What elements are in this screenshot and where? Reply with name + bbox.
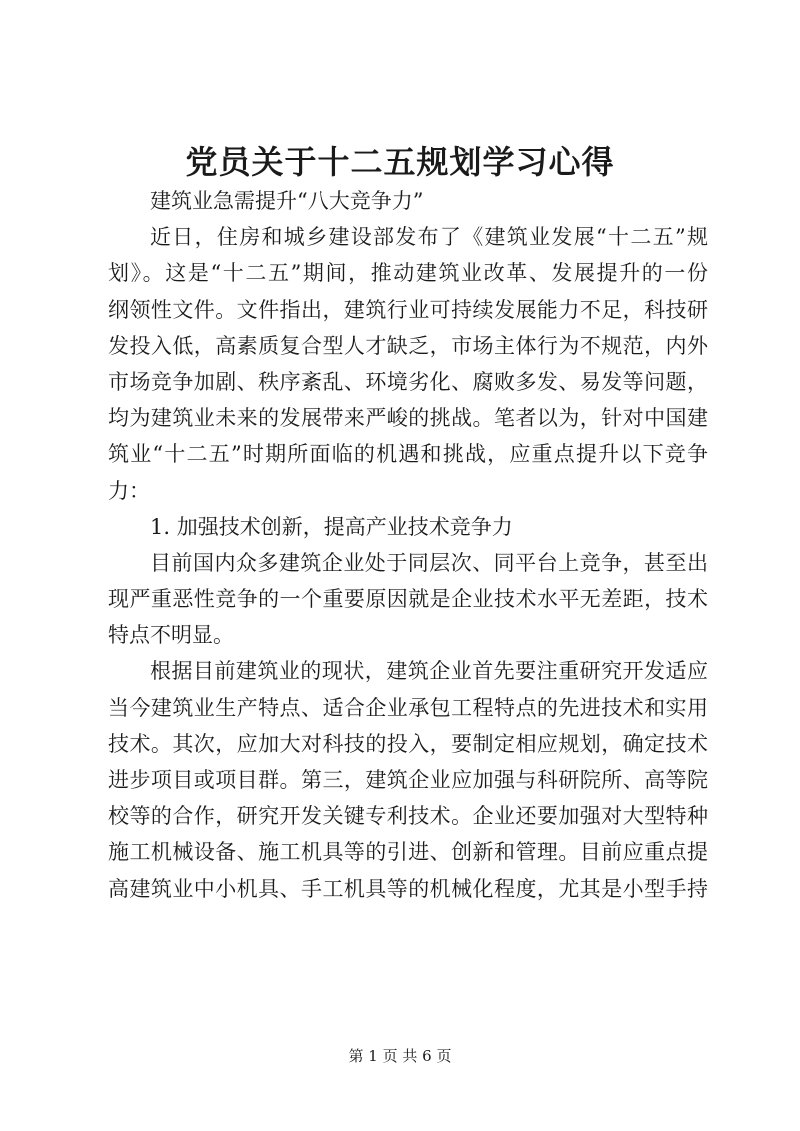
paragraph-line: 划》。这是“十二五”期间，推动建筑业改革、发展提升的一份: [108, 261, 708, 286]
paragraph-line: 技术。其次，应加大对科技的投入，要制定相应规划，确定技术: [108, 731, 708, 756]
paragraph-line: 根据目前建筑业的现状，建筑企业首先要注重研究开发适应: [150, 659, 708, 684]
paragraph-line: 施工机械设备、施工机具等的引进、创新和管理。目前应重点提: [108, 840, 708, 865]
document-title: 党员关于十二五规划学习心得: [185, 143, 615, 181]
paragraph-line: 进步项目或项目群。第三，建筑企业应加强与科研院所、高等院: [108, 768, 708, 792]
page-footer: 第 1 页 共 6 页: [348, 1047, 452, 1065]
paragraph-line: 均为建筑业未来的发展带来严峻的挑战。笔者以为，针对中国建: [108, 406, 708, 431]
document-body: [108, 183, 708, 907]
paragraph-line: 校等的合作，研究开发关键专利技术。企业还要加强对大型特种: [108, 804, 708, 829]
paragraph-line: 市场竞争加剧、秩序紊乱、环境劣化、腐败多发、易发等问题，: [108, 369, 708, 394]
paragraph-line: 当今建筑业生产特点、适合企业承包工程特点的先进技术和实用: [108, 695, 708, 720]
subheading-line: 建筑业急需提升“八大竞争力”: [150, 189, 424, 213]
paragraph-line: 目前国内众多建筑企业处于同层次、同平台上竞争，甚至出: [150, 550, 708, 575]
paragraph-line: 力：: [108, 478, 150, 503]
paragraph-line: 近日，住房和城乡建设部发布了《建筑业发展“十二五”规: [150, 225, 708, 250]
paragraph-line: 发投入低，高素质复合型人才缺乏，市场主体行为不规范，内外: [108, 333, 708, 358]
paragraph-line: 纲领性文件。文件指出，建筑行业可持续发展能力不足，科技研: [108, 297, 708, 322]
paragraph-line: 特点不明显。: [108, 623, 234, 648]
paragraph-line: 现严重恶性竞争的一个重要原因就是企业技术水平无差距，技术: [108, 587, 708, 612]
section-heading-line: 1. 加强技术创新，提高产业技术竞争力: [150, 514, 513, 539]
paragraph-line: 高建筑业中小机具、手工机具等的机械化程度，尤其是小型手持: [108, 876, 708, 901]
paragraph-line: 筑业“十二五”时期所面临的机遇和挑战，应重点提升以下竞争: [108, 442, 708, 467]
